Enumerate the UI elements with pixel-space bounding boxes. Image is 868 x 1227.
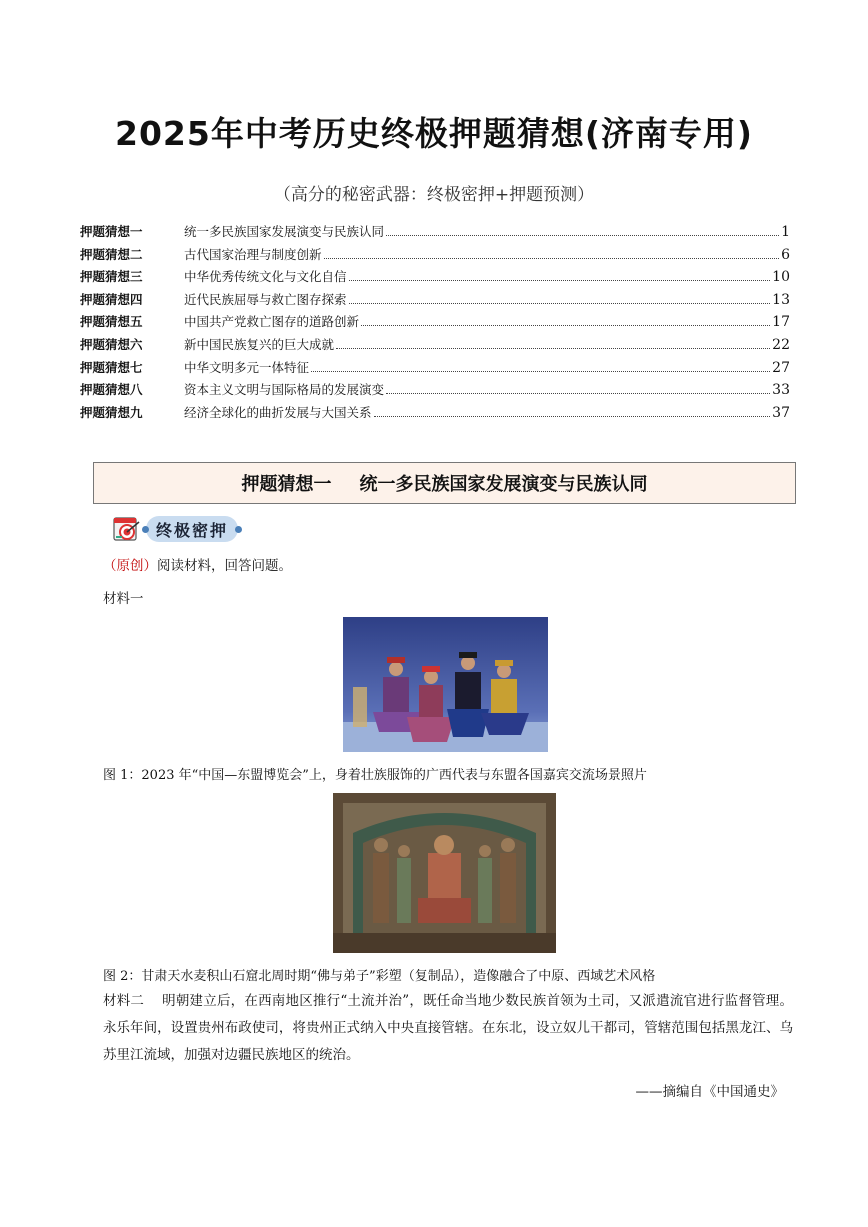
toc-item[interactable] [80, 290, 790, 313]
material1-label: 材料一 [103, 591, 144, 607]
badge-label: 终极密押 [146, 516, 238, 542]
page-subtitle: （高分的秘密武器：终极密押+押题预测） [273, 185, 595, 205]
toc-item-number: 押题猜想八 [80, 382, 143, 398]
figure-1-caption: 图 1：2023 年“中国—东盟博览会”上，身着壮族服饰的广西代表与东盟各国嘉宾交流场景照片 [103, 768, 647, 783]
toc-item-title: 统一多民族国家发展演变与民族认同 [184, 224, 385, 239]
toc-item-page: 33 [772, 382, 790, 399]
toc-item[interactable] [80, 335, 790, 358]
toc-item-number: 押题猜想一 [80, 224, 143, 239]
figure-2-caption: 图 2：甘肃天水麦积山石窟北周时期“佛与弟子”彩塑（复制品），造像融合了中原、西域艺术风格 [103, 969, 656, 984]
toc-item-page: 37 [772, 404, 790, 421]
toc-item-number: 押题猜想三 [80, 269, 143, 285]
toc-item-title: 新中国民族复兴的巨大成就 [184, 336, 335, 352]
page-title: 2025年中考历史终极押题猜想(济南专用) [114, 114, 753, 153]
toc-item-number: 押题猜想四 [80, 291, 143, 307]
toc-leader [349, 303, 771, 304]
table-of-contents [80, 222, 790, 425]
toc-item-title: 古代国家治理与制度创新 [184, 246, 322, 262]
toc-item[interactable] [80, 380, 790, 403]
toc-leader [324, 258, 780, 259]
toc-item-page: 1 [781, 224, 790, 240]
target-board-icon [112, 514, 142, 544]
toc-item[interactable] [80, 403, 790, 426]
toc-item[interactable] [80, 358, 790, 381]
section-heading [93, 462, 796, 504]
section-badge [112, 514, 238, 544]
question-text: 阅读材料，回答问题。 [157, 558, 292, 574]
toc-item-number: 押题猜想五 [80, 314, 143, 330]
toc-item-title: 近代民族屈辱与救亡图存探索 [184, 291, 347, 307]
toc-leader [386, 235, 779, 236]
toc-item[interactable] [80, 312, 790, 335]
toc-leader [374, 416, 771, 417]
toc-item-page: 17 [772, 314, 790, 331]
section-number: 押题猜想一 [241, 474, 332, 495]
toc-item-page: 27 [772, 359, 790, 376]
source-citation: ——摘编自《中国通史》 [635, 1084, 784, 1100]
material2-text: 明朝建立后，在西南地区推行“土流并治”，既任命当地少数民族首领为土司，又派遣流官进行监督管理。永乐年间，设置贵州布政使司，将贵州正式纳入中央直接管辖。在东北，设立奴儿干都司，管辖范围包括黑龙江、乌苏里江流域，加强对边疆民族地区的统治。 [103, 993, 793, 1063]
toc-leader [311, 371, 770, 372]
toc-item-title: 中华文明多元一体特征 [184, 359, 310, 375]
figure-2-photo [333, 793, 556, 953]
question-intro [103, 552, 292, 580]
toc-leader [386, 393, 770, 394]
toc-item[interactable] [80, 222, 790, 245]
toc-item-page: 13 [772, 291, 790, 308]
toc-leader [349, 280, 771, 281]
toc-item[interactable] [80, 267, 790, 290]
toc-item-title: 中国共产党救亡图存的道路创新 [184, 314, 360, 330]
toc-leader [361, 325, 770, 326]
toc-item-number: 押题猜想六 [80, 336, 143, 352]
toc-leader [336, 348, 770, 349]
figure-1-photo [343, 617, 548, 752]
toc-item-page: 6 [781, 246, 790, 263]
toc-item-title: 中华优秀传统文化与文化自信 [184, 269, 347, 285]
material2-label: 材料二 [103, 993, 145, 1009]
toc-item[interactable] [80, 245, 790, 268]
material2-paragraph [103, 988, 793, 1069]
toc-item-page: 22 [772, 336, 790, 353]
toc-item-number: 押题猜想二 [80, 246, 143, 262]
section-title: 统一多民族国家发展演变与民族认同 [359, 474, 648, 495]
toc-item-title: 资本主义文明与国际格局的发展演变 [184, 382, 385, 398]
question-tag: （原创） [103, 558, 157, 574]
toc-item-number: 押题猜想九 [80, 404, 143, 420]
toc-item-page: 10 [772, 269, 790, 286]
toc-item-title: 经济全球化的曲折发展与大国关系 [184, 404, 372, 420]
toc-item-number: 押题猜想七 [80, 359, 143, 375]
